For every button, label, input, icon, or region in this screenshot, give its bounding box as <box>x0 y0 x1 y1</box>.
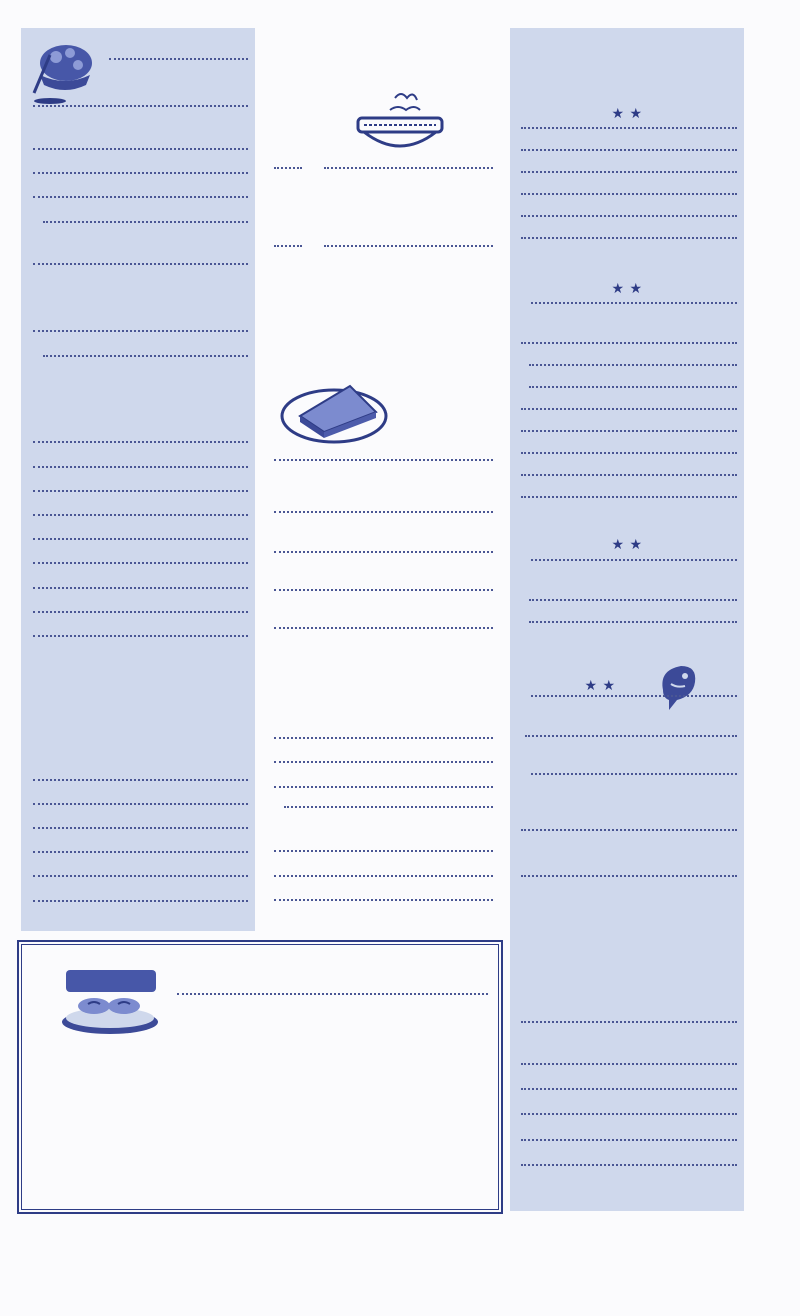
sandwich-item <box>166 996 491 998</box>
meat-header <box>510 281 744 297</box>
melt-item <box>30 830 251 832</box>
meat-sandwich-item <box>518 499 740 501</box>
chili-prices <box>271 248 496 250</box>
meat-sandwich-item <box>518 455 740 457</box>
hot-open-item <box>518 1116 740 1118</box>
star-icon: ★ <box>611 281 625 297</box>
chicken-plate-icon <box>58 966 162 1038</box>
appetizer-item <box>30 358 251 360</box>
deli-item <box>271 789 496 791</box>
club-sandwich-item <box>271 592 496 594</box>
hot-open-item <box>518 1167 740 1169</box>
fish-sandwich-item <box>518 698 740 700</box>
star-icon: ★ <box>584 678 598 694</box>
appetizer-item <box>30 266 251 268</box>
egg-sandwich-item <box>518 218 740 220</box>
meat-sandwich-item <box>518 345 740 347</box>
meat-sandwich-item <box>518 367 740 369</box>
deli-item <box>271 809 496 811</box>
club-sandwich-icon <box>278 368 390 448</box>
club-sandwich-item <box>271 514 496 516</box>
appetizer-item <box>30 151 251 153</box>
star-icon: ★ <box>611 537 625 553</box>
star-icon: ★ <box>629 537 643 553</box>
side-order-item <box>30 469 251 471</box>
fish-sandwich-item <box>518 878 740 880</box>
hot-open-item <box>518 1066 740 1068</box>
appetizer-item <box>106 61 251 63</box>
side-order-item <box>30 590 251 592</box>
side-order-item <box>30 517 251 519</box>
side-order-item <box>30 541 251 543</box>
melt-item <box>30 903 251 905</box>
deli-item <box>271 764 496 766</box>
club-sandwich-item <box>271 554 496 556</box>
salad-bowl-icon <box>28 35 102 105</box>
egg-sandwich-item <box>518 152 740 154</box>
melt-item <box>30 854 251 856</box>
cheese-sandwich-item <box>518 602 740 604</box>
meat-sandwich-item <box>518 389 740 391</box>
meat-sandwich-item <box>518 477 740 479</box>
meat-sandwich-item <box>518 433 740 435</box>
hot-open-item <box>518 1142 740 1144</box>
fish-sandwich-item <box>518 832 740 834</box>
star-icon: ★ <box>602 678 616 694</box>
appetizer-item <box>30 108 251 110</box>
side-order-item <box>30 444 251 446</box>
meat-sandwich-item <box>518 305 740 307</box>
fish-sandwich-item <box>518 776 740 778</box>
star-icon: ★ <box>629 106 643 122</box>
fish-header <box>540 678 660 694</box>
deli-item <box>271 878 496 880</box>
appetizer-item <box>30 333 251 335</box>
side-order-item <box>30 614 251 616</box>
cheese-header <box>510 537 744 553</box>
egg-header <box>510 106 744 122</box>
left-column-panel <box>21 28 255 931</box>
fish-sandwich-item <box>518 738 740 740</box>
soup-bowl-icon <box>350 88 450 158</box>
side-order-item <box>30 565 251 567</box>
cheese-sandwich-item <box>518 624 740 626</box>
right-column-panel <box>510 28 744 1211</box>
fish-icon <box>655 660 701 712</box>
club-sandwich-item <box>271 630 496 632</box>
melt-item <box>30 782 251 784</box>
egg-sandwich-item <box>518 240 740 242</box>
appetizer-item <box>30 199 251 201</box>
hot-open-item <box>518 1024 740 1026</box>
star-icon: ★ <box>611 106 625 122</box>
deli-item <box>271 740 496 742</box>
side-order-item <box>30 493 251 495</box>
melt-item <box>30 806 251 808</box>
hot-open-item <box>518 1091 740 1093</box>
deli-item <box>271 853 496 855</box>
appetizer-item <box>30 224 251 226</box>
egg-sandwich-item <box>518 130 740 132</box>
egg-sandwich-item <box>518 174 740 176</box>
cheese-sandwich-item <box>518 562 740 564</box>
soups-prices <box>271 170 496 172</box>
star-icon: ★ <box>629 281 643 297</box>
club-sandwich-item <box>271 462 496 464</box>
melt-item <box>30 878 251 880</box>
meat-sandwich-item <box>518 411 740 413</box>
side-order-item <box>30 638 251 640</box>
deli-item <box>271 902 496 904</box>
appetizer-item <box>30 175 251 177</box>
egg-sandwich-item <box>518 196 740 198</box>
